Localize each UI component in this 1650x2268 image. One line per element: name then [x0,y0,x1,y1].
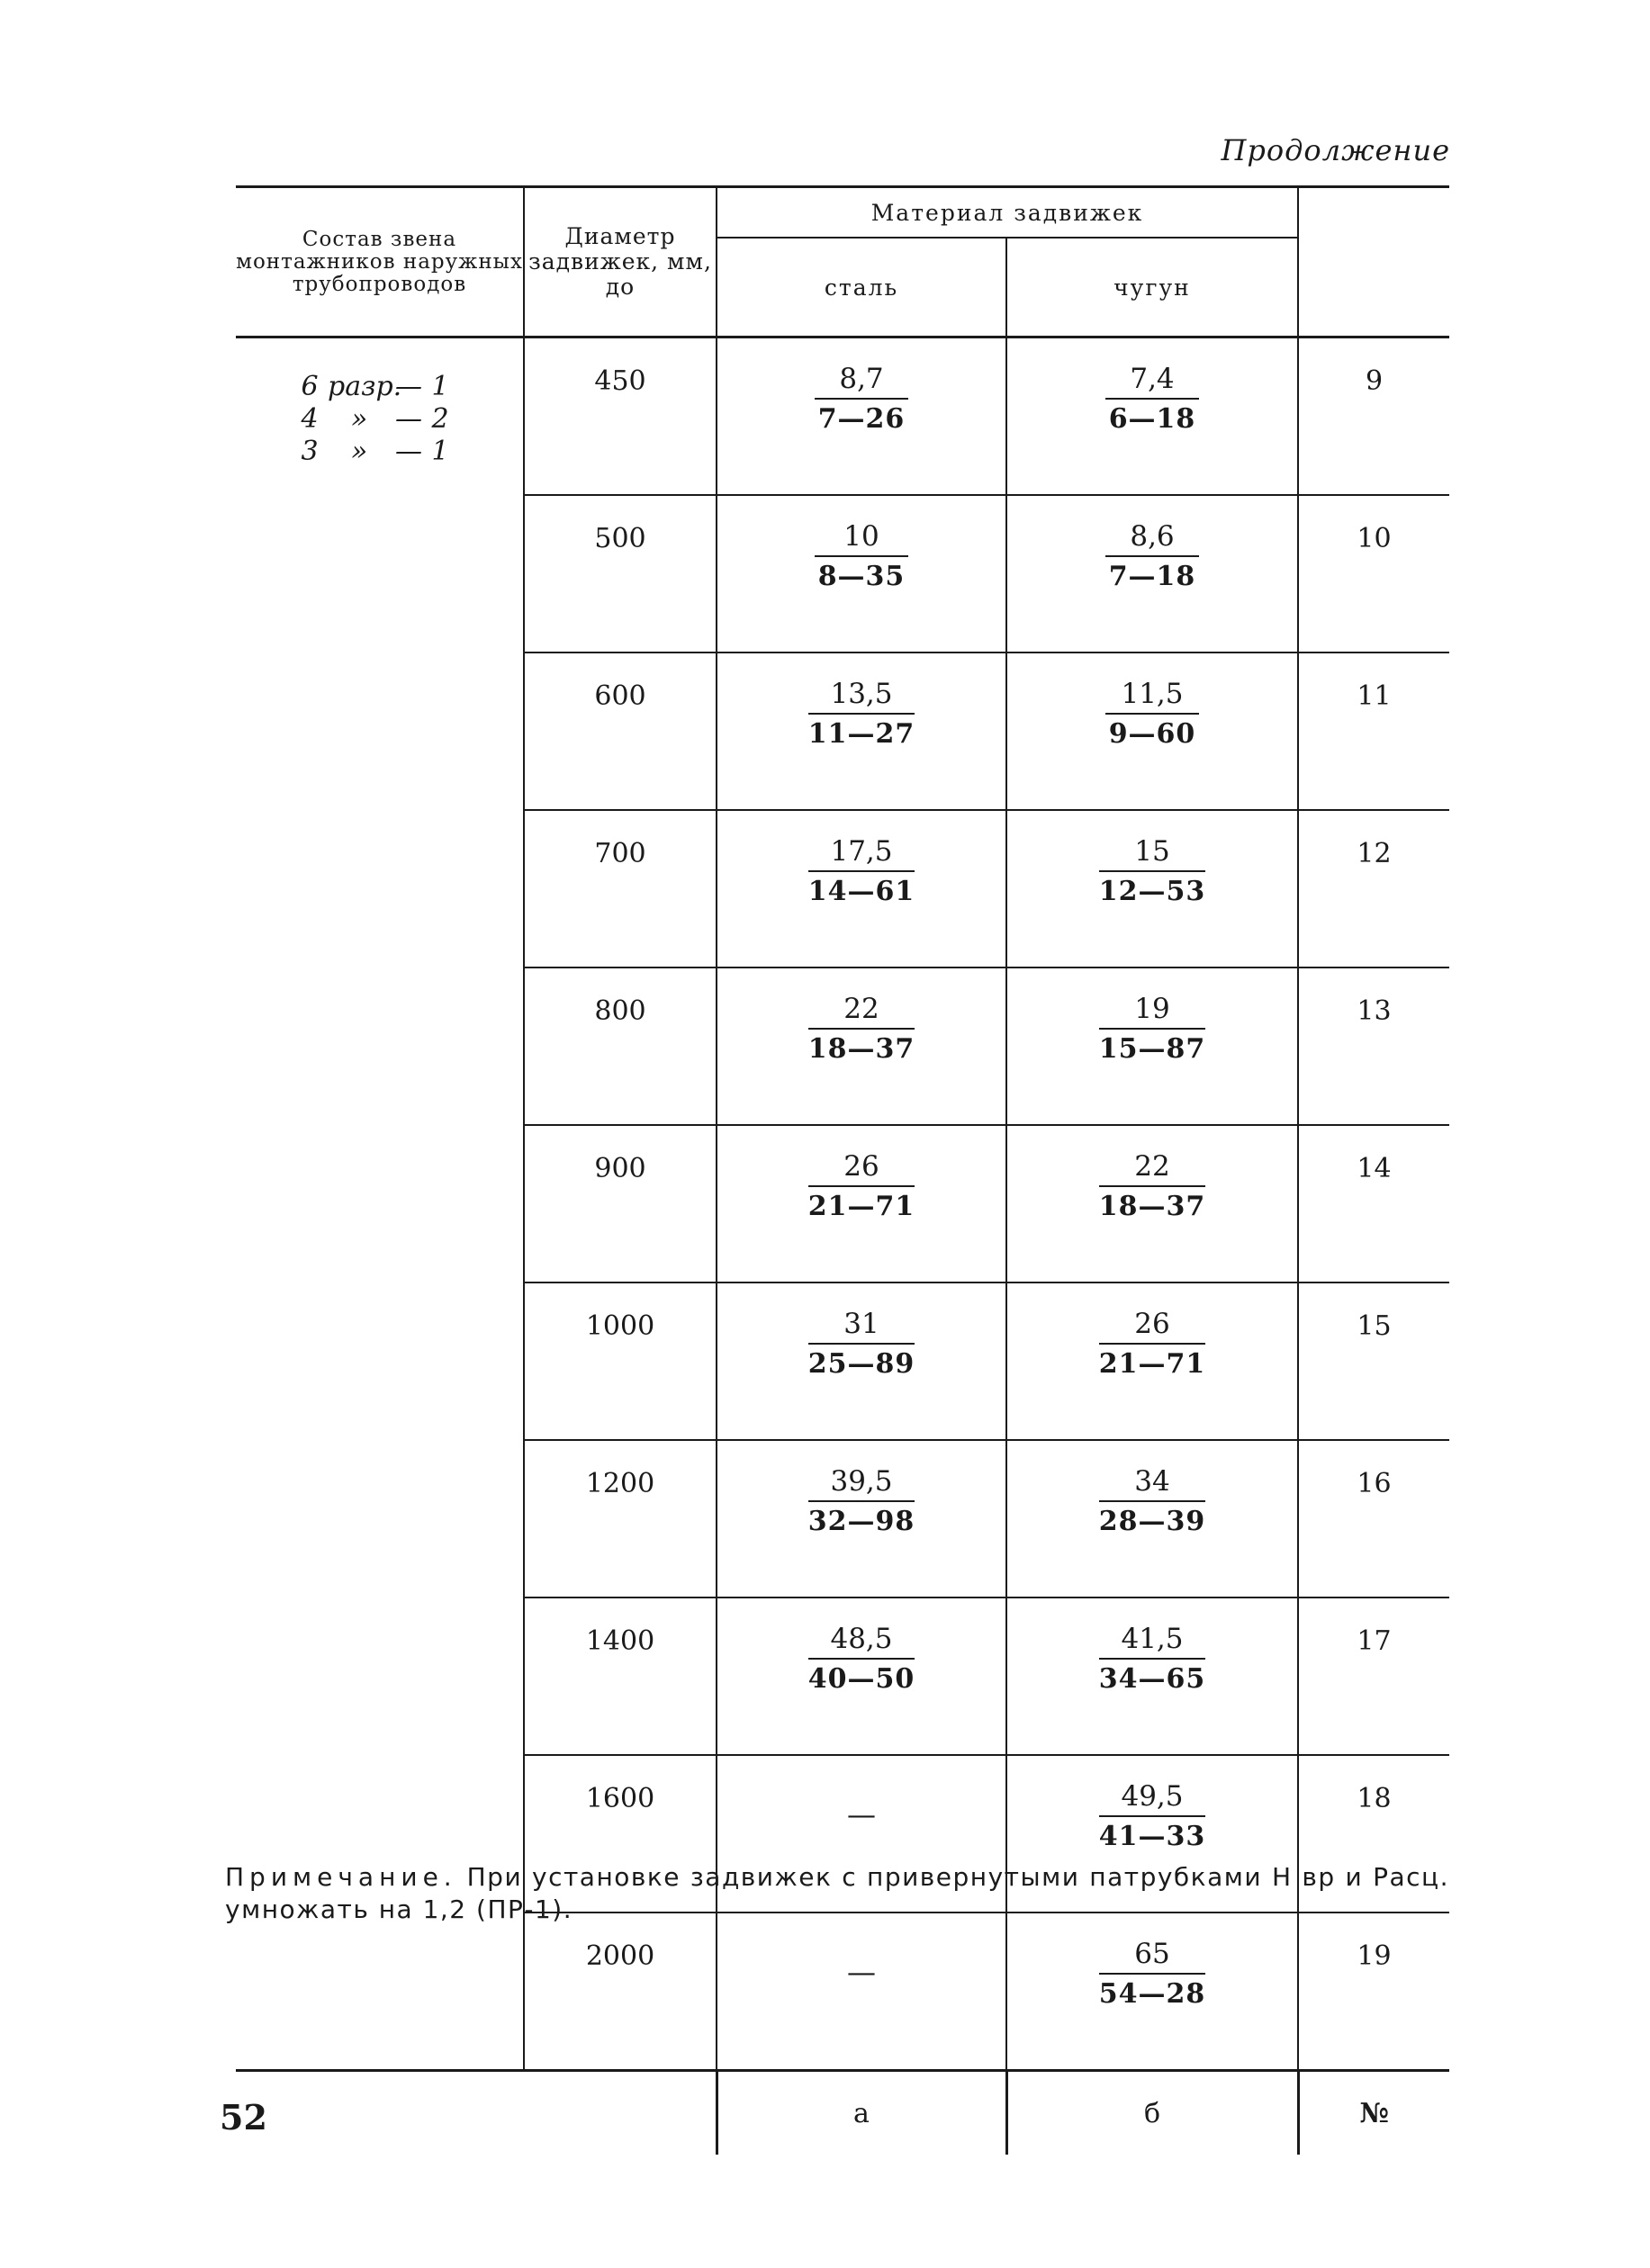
steel-time-norm: 17,5 [808,836,915,872]
composition-abbr: » [350,436,368,467]
page-number: 52 [220,2097,267,2138]
steel-time-norm: 39,5 [808,1466,915,1502]
steel-fraction [815,521,908,593]
iron-rate: 15—87 [1098,1033,1206,1065]
iron-fraction [1099,1781,1206,1853]
diameter-cell: 700 [524,810,717,968]
diameter-cell: 1400 [524,1598,717,1755]
steel-dash: — [847,1797,876,1832]
iron-rate: 34—65 [1098,1663,1206,1695]
diameter-cell: 450 [524,338,717,496]
header-diameter: Диаметр задвижек, мм, до [524,187,717,338]
iron-rate: 18—37 [1098,1191,1206,1222]
iron-rate: 6—18 [1108,403,1196,435]
footer-col-a: а [717,2071,1006,2156]
iron-rate: 7—18 [1108,561,1196,592]
steel-rate: 18—37 [807,1033,915,1065]
steel-rate: 40—50 [807,1663,915,1695]
iron-time-norm: 19 [1099,994,1206,1030]
iron-time-norm: 26 [1099,1309,1206,1345]
steel-cell [717,810,1006,968]
composition-count: 1 [431,371,449,402]
iron-cell [1006,968,1298,1125]
steel-cell [717,1912,1006,2071]
row-number-cell: 9 [1298,338,1449,496]
steel-rate: 21—71 [807,1191,915,1222]
composition-count: 1 [431,436,449,467]
iron-time-norm: 22 [1099,1151,1206,1187]
steel-cell [717,1282,1006,1440]
footer-row [236,2071,1449,2156]
table-body [236,338,1449,2071]
steel-cell [717,495,1006,652]
diameter-cell: 1600 [524,1755,717,1912]
iron-time-norm: 41,5 [1099,1624,1206,1660]
steel-time-norm: 48,5 [808,1624,915,1660]
table-note [225,1861,1449,1926]
composition-dash: — [395,371,422,402]
steel-rate: 7—26 [817,403,906,435]
steel-rate: 32—98 [807,1506,915,1537]
iron-time-norm: 49,5 [1099,1781,1206,1817]
row-number-cell: 13 [1298,968,1449,1125]
steel-fraction [808,1309,915,1381]
note-label: Примечание. [225,1862,457,1892]
diameter-cell: 600 [524,652,717,810]
iron-fraction [1099,1309,1206,1381]
steel-rate: 8—35 [817,561,906,592]
steel-time-norm: 31 [808,1309,915,1345]
continuation-label: Продолжение [1221,133,1450,167]
diameter-cell: 1200 [524,1440,717,1598]
iron-rate: 41—33 [1098,1821,1206,1852]
steel-time-norm: 10 [815,521,908,557]
steel-fraction [808,994,915,1066]
footer-blank [236,2071,717,2156]
iron-cell [1006,810,1298,968]
iron-time-norm: 34 [1099,1466,1206,1502]
composition-line [236,403,523,436]
steel-rate: 11—27 [807,718,915,750]
composition-dash: — [395,436,422,467]
row-number-cell: 19 [1298,1912,1449,2071]
table-row [236,338,1449,496]
steel-fraction [808,679,915,751]
iron-time-norm: 7,4 [1105,364,1199,400]
composition-count: 2 [431,403,449,435]
row-number-cell: 14 [1298,1125,1449,1282]
steel-rate: 25—89 [807,1348,915,1380]
header-number-blank [1298,187,1449,338]
row-number-cell: 11 [1298,652,1449,810]
steel-time-norm: 8,7 [815,364,908,400]
iron-cell [1006,1282,1298,1440]
header-iron: чугун [1006,238,1298,338]
footer-col-b: б [1006,2071,1298,2156]
note-text: При установке задвижек с привернутыми патрубками Н вр и Расц. умножать на 1,2 (ПР-1). [225,1862,1449,1924]
row-number-cell: 18 [1298,1755,1449,1912]
steel-dash: — [847,1955,876,1989]
steel-fraction [808,1624,915,1696]
iron-fraction [1105,521,1199,593]
iron-cell [1006,1440,1298,1598]
iron-rate: 9—60 [1108,718,1196,750]
iron-time-norm: 65 [1099,1939,1206,1975]
row-number-cell: 12 [1298,810,1449,968]
composition-grade: 6 [301,371,319,402]
iron-rate: 54—28 [1098,1978,1206,2010]
iron-fraction [1099,1466,1206,1538]
diameter-cell: 1000 [524,1282,717,1440]
composition-abbr: разр. [328,371,402,402]
steel-fraction [808,836,915,908]
steel-cell [717,1598,1006,1755]
row-number-cell: 15 [1298,1282,1449,1440]
iron-fraction [1099,1939,1206,2011]
footer-col-num: № [1359,2097,1390,2129]
composition-grade: 4 [301,403,319,435]
steel-fraction [808,1466,915,1538]
iron-rate: 28—39 [1098,1506,1206,1537]
iron-fraction [1099,836,1206,908]
steel-cell [717,1440,1006,1598]
iron-fraction [1099,994,1206,1066]
steel-cell [717,968,1006,1125]
diameter-cell: 500 [524,495,717,652]
iron-fraction [1099,1624,1206,1696]
steel-rate: 14—61 [807,876,915,907]
iron-fraction [1105,364,1199,436]
header-row [236,187,1449,238]
norms-table [236,185,1449,2155]
composition-abbr: » [350,403,368,435]
steel-time-norm: 13,5 [808,679,915,715]
steel-time-norm: 22 [808,994,915,1030]
iron-cell [1006,1125,1298,1282]
iron-fraction [1105,679,1199,751]
composition-line [236,371,523,403]
iron-rate: 12—53 [1098,876,1206,907]
iron-cell [1006,495,1298,652]
diameter-cell: 2000 [524,1912,717,2071]
steel-fraction [815,364,908,436]
row-number-cell: 17 [1298,1598,1449,1755]
composition-grade: 3 [301,436,319,467]
row-number-cell: 10 [1298,495,1449,652]
iron-cell [1006,1598,1298,1755]
steel-cell [717,338,1006,496]
header-steel: сталь [717,238,1006,338]
iron-time-norm: 11,5 [1105,679,1199,715]
header-material: Материал задвижек [717,187,1298,238]
steel-cell [717,652,1006,810]
iron-cell [1006,652,1298,810]
iron-cell [1006,338,1298,496]
steel-time-norm: 26 [808,1151,915,1187]
iron-time-norm: 8,6 [1105,521,1199,557]
diameter-cell: 900 [524,1125,717,1282]
steel-fraction [808,1151,915,1223]
iron-cell [1006,1912,1298,2071]
diameter-cell: 800 [524,968,717,1125]
composition-line [236,436,523,468]
header-composition: Состав звена монтажников наружных трубопроводов [236,187,524,338]
steel-cell [717,1125,1006,1282]
row-number-cell: 16 [1298,1440,1449,1598]
iron-fraction [1099,1151,1206,1223]
iron-rate: 21—71 [1098,1348,1206,1380]
iron-time-norm: 15 [1099,836,1206,872]
composition-dash: — [395,403,422,435]
composition-cell [236,338,524,2071]
